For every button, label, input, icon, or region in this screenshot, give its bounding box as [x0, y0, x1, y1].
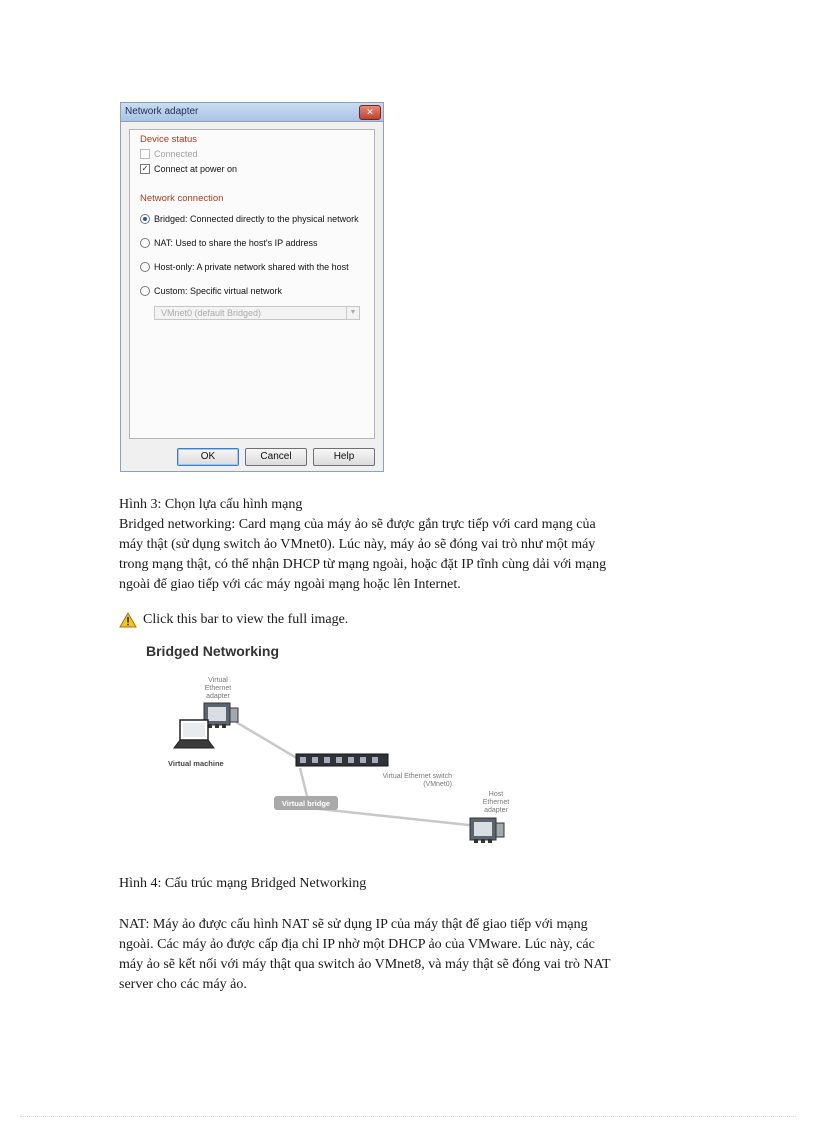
custom-radio[interactable]: [140, 286, 150, 296]
switch-label-line: (VMnet0): [423, 781, 452, 788]
network-connection-heading: Network connection: [140, 193, 224, 204]
host-only-label: Host-only: A private network shared with the host: [154, 262, 349, 272]
vmnet-select[interactable]: [154, 306, 360, 320]
nat-radio[interactable]: [140, 238, 150, 248]
dialog-titlebar: [121, 103, 383, 122]
bridged-paragraph: [119, 515, 679, 595]
connected-label: Connected: [154, 149, 198, 159]
page-bottom-divider: [20, 1116, 796, 1117]
vmnet-select-value: VMnet0 (default Bridged): [161, 308, 262, 318]
network-adapter-dialog: [120, 102, 384, 472]
virtual-adapter-label-line: Virtual: [208, 677, 228, 684]
virtual-machine-label: Virtual machine: [168, 759, 224, 768]
host-adapter-label-line: Host: [488, 791, 504, 798]
switch-icon: [296, 754, 388, 766]
host-only-radio-row[interactable]: [140, 262, 349, 272]
connect-at-power-on-checkbox[interactable]: ✓: [141, 164, 149, 173]
connected-checkbox[interactable]: [140, 149, 150, 159]
bridged-label: Bridged: Connected directly to the physical network: [154, 214, 359, 224]
connect-at-power-on-label: Connect at power on: [154, 164, 238, 174]
switch-label-line: Virtual Ethernet switch: [382, 773, 452, 780]
figure-4-caption: Hình 4: Cấu trúc mạng Bridged Networking: [119, 876, 367, 891]
paragraph-line: Bridged networking: Card mạng của máy ảo sẽ được gắn trực tiếp với card mạng của: [119, 517, 596, 532]
laptop-icon: [174, 720, 214, 748]
connected-checkbox-row: [140, 149, 198, 159]
help-button[interactable]: Help: [313, 448, 375, 466]
host-adapter-label-line: adapter: [484, 807, 508, 814]
warning-icon: [119, 612, 137, 628]
paragraph-line: máy thật (sử dụng switch ảo VMnet0). Lúc này, máy ảo sẽ đóng vai trò như một máy: [119, 537, 596, 552]
paragraph-line: máy ảo sẽ kết nối với máy thật qua switch ảo VMnet8, và máy thật sẽ đóng vai trò NAT: [119, 957, 611, 972]
nat-radio-row[interactable]: [140, 238, 317, 248]
custom-radio-row[interactable]: [140, 286, 282, 296]
host-adapter-label-line: Ethernet: [482, 799, 510, 806]
virtual-adapter-label-line: Ethernet: [204, 685, 232, 692]
vm-to-switch-line: [236, 722, 300, 760]
diagram-svg: [140, 640, 520, 860]
paragraph-line: NAT: Máy ảo được cấu hình NAT sẽ sử dụng IP của máy thật để giao tiếp với mạng: [119, 917, 588, 932]
cancel-button[interactable]: Cancel: [245, 448, 307, 466]
host-only-radio[interactable]: [140, 262, 150, 272]
dialog-title: Network adapter: [125, 106, 199, 117]
virtual-bridge-label: Virtual bridge: [281, 799, 331, 808]
chevron-down-icon[interactable]: ▼: [346, 307, 359, 319]
dialog-client-area: [129, 129, 375, 439]
device-status-heading: Device status: [140, 134, 198, 145]
view-full-image-bar[interactable]: [119, 612, 348, 628]
diagram-title: Bridged Networking: [146, 643, 280, 659]
nat-paragraph: [119, 915, 679, 995]
ok-button[interactable]: OK: [177, 448, 239, 466]
connect-at-power-on-row: [140, 164, 237, 174]
bridged-radio-row[interactable]: [140, 214, 359, 224]
bridged-radio[interactable]: [140, 214, 150, 224]
paragraph-line: trong mạng thật, có thể nhận DHCP từ mạng ngoài, hoặc đặt IP tĩnh cùng dải với mạng: [119, 557, 607, 572]
bridged-networking-diagram: [140, 640, 520, 860]
close-icon[interactable]: ✕: [359, 105, 381, 120]
paragraph-line: server cho các máy ảo.: [119, 977, 247, 992]
host-adapter-icon: [470, 818, 504, 843]
paragraph-line: ngoài để giao tiếp với các máy ngoài mạng hoặc lên Internet.: [119, 577, 461, 592]
virtual-adapter-label-line: adapter: [206, 693, 230, 700]
warning-text: Click this bar to view the full image.: [143, 612, 349, 627]
paragraph-line: ngoài. Các máy ảo được cấp địa chỉ IP nhờ một DHCP ảo của VMware. Lúc này, các: [119, 937, 595, 952]
figure-3-caption: Hình 3: Chọn lựa cấu hình mạng: [119, 497, 303, 512]
custom-label: Custom: Specific virtual network: [154, 286, 283, 296]
nat-label: NAT: Used to share the host's IP address: [154, 238, 318, 248]
virtual-adapter-icon: [204, 703, 238, 728]
